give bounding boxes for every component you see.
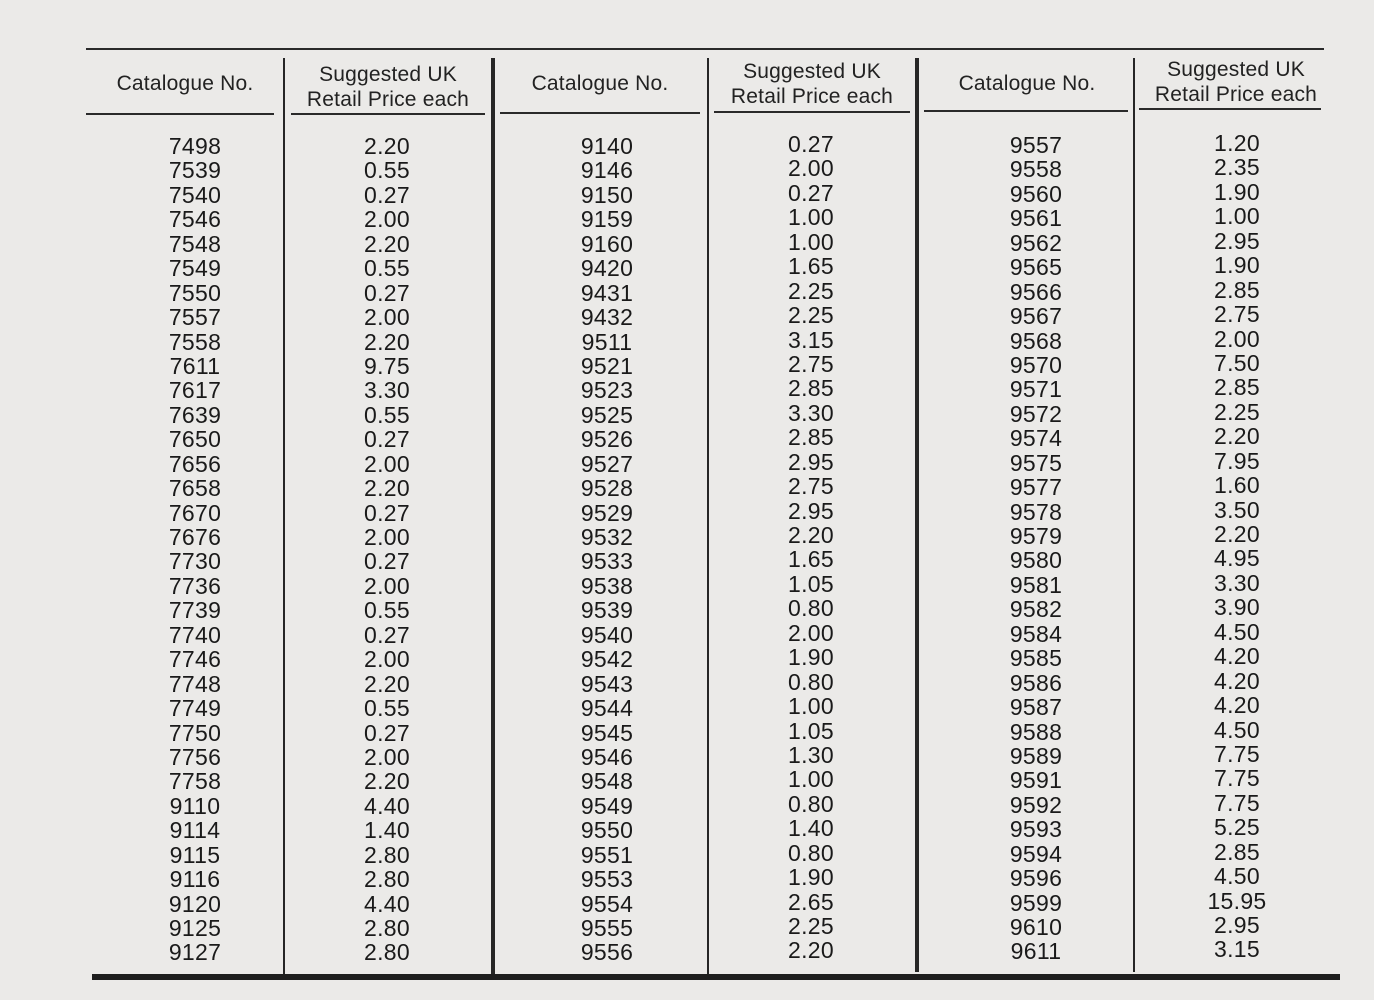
catalogue-number-cell: 9548 (580, 768, 634, 795)
catalogue-number-cell: 7749 (168, 695, 222, 722)
catalogue-number-cell: 9546 (580, 743, 634, 770)
catalogue-number-cell: 9540 (580, 621, 634, 648)
retail-price-cell: 5.25 (1214, 814, 1260, 841)
bottom-rule (92, 974, 1340, 980)
retail-price-cell: 15.95 (1207, 887, 1267, 914)
catalogue-number-cell: 9545 (580, 719, 634, 746)
retail-price-cell: 0.27 (364, 181, 410, 208)
catalogue-number-cell: 9593 (1009, 816, 1063, 843)
catalogue-number-cell: 9574 (1009, 425, 1063, 452)
catalogue-number-cell: 7740 (168, 621, 222, 648)
catalogue-number-cell: 7557 (168, 304, 222, 331)
catalogue-number-cell: 7736 (168, 572, 222, 599)
header-price-line2: Retail Price each (730, 85, 894, 108)
retail-price-cell: 2.20 (364, 328, 410, 355)
header-catalogue-no (90, 54, 280, 112)
retail-price-cell: 2.80 (364, 939, 410, 966)
header-underline (86, 113, 274, 115)
retail-price-cell: 1.30 (788, 741, 834, 768)
catalogue-number-cell: 9120 (168, 890, 222, 917)
retail-price-cell: 2.80 (364, 915, 410, 941)
retail-price-cell: 1.20 (1214, 130, 1260, 156)
catalogue-number-cell: 9532 (580, 524, 634, 550)
retail-price-cell: 2.00 (788, 619, 834, 646)
catalogue-number-cell: 9554 (580, 890, 634, 917)
catalogue-number-cell: 7546 (168, 206, 222, 233)
retail-price-cell: 2.25 (788, 913, 834, 939)
retail-price-cell: 4.20 (1214, 667, 1260, 694)
catalogue-number-cell: 9572 (1009, 400, 1063, 427)
catalogue-number-cell: 9125 (168, 915, 222, 941)
catalogue-number-cell: 9160 (580, 230, 634, 257)
retail-price-cell: 7.50 (1214, 349, 1260, 376)
retail-price-cell: 2.20 (788, 937, 834, 964)
retail-price-cell: 2.25 (788, 277, 834, 304)
retail-price-cell: 2.00 (364, 206, 410, 233)
price-column-3 (1162, 131, 1312, 962)
catalogue-number-cell: 9588 (1009, 718, 1063, 745)
catalogue-number-cell: 7748 (168, 670, 222, 697)
catalogue-number-cell: 9544 (580, 695, 634, 722)
retail-price-cell: 2.75 (1214, 301, 1260, 328)
retail-price-cell: 4.95 (1214, 545, 1260, 572)
catalogue-number-cell: 7498 (168, 133, 222, 159)
retail-price-cell: 1.00 (788, 766, 834, 793)
retail-price-cell: 1.90 (788, 644, 834, 671)
catalogue-number-cell: 7756 (168, 743, 222, 770)
catalogue-number-cell: 9580 (1009, 547, 1063, 574)
retail-price-cell: 2.25 (1214, 398, 1260, 425)
retail-price-cell: 2.25 (788, 302, 834, 329)
retail-price-cell: 1.05 (788, 570, 834, 597)
catalogue-number-cell: 9525 (580, 401, 634, 428)
header-catalogue-label: Catalogue No. (958, 71, 1096, 95)
retail-price-cell: 0.55 (364, 401, 410, 428)
retail-price-cell: 2.80 (364, 841, 410, 868)
header-price-line2: Retail Price each (306, 88, 470, 111)
header-price-line1: Suggested UK (743, 60, 881, 83)
retail-price-cell: 1.05 (788, 717, 834, 744)
catalogue-number-cell: 9589 (1009, 742, 1063, 769)
retail-price-cell: 1.00 (788, 228, 834, 255)
catalogue-number-cell: 7658 (168, 475, 222, 502)
catalogue-number-cell: 7639 (168, 401, 222, 428)
retail-price-cell: 3.15 (1214, 936, 1260, 963)
divider-2 (707, 58, 709, 974)
retail-price-cell: 4.40 (364, 792, 410, 819)
catalogue-column-2 (532, 134, 682, 965)
divider-3 (1133, 58, 1135, 972)
catalogue-number-cell: 9553 (580, 866, 634, 893)
retail-price-cell: 2.35 (1214, 154, 1260, 181)
retail-price-cell: 0.55 (364, 157, 410, 184)
catalogue-number-cell: 9560 (1009, 180, 1063, 207)
catalogue-number-cell: 9150 (580, 181, 634, 208)
retail-price-cell: 2.85 (788, 375, 834, 402)
retail-price-cell: 2.20 (364, 768, 410, 795)
catalogue-number-cell: 9562 (1009, 229, 1063, 256)
retail-price-cell: 2.20 (364, 133, 410, 159)
catalogue-number-cell: 9592 (1009, 791, 1063, 818)
retail-price-cell: 0.80 (788, 790, 834, 817)
retail-price-cell: 0.27 (364, 621, 410, 648)
retail-price-cell: 0.27 (364, 548, 410, 575)
catalogue-number-cell: 9581 (1009, 571, 1063, 598)
header-catalogue-no (497, 54, 703, 112)
catalogue-number-cell: 9568 (1009, 327, 1063, 354)
catalogue-number-cell: 7730 (168, 548, 222, 575)
catalogue-number-cell: 7548 (168, 230, 222, 257)
retail-price-cell: 2.65 (788, 888, 834, 915)
retail-price-cell: 7.95 (1214, 447, 1260, 474)
retail-price-cell: 0.80 (788, 668, 834, 695)
catalogue-number-cell: 9586 (1009, 669, 1063, 696)
catalogue-number-cell: 9557 (1009, 132, 1063, 158)
retail-price-cell: 0.27 (364, 719, 410, 746)
retail-price-cell: 2.00 (364, 743, 410, 770)
catalogue-number-cell: 9551 (580, 841, 634, 868)
header-price-line1: Suggested UK (1167, 58, 1305, 81)
catalogue-number-cell: 9582 (1009, 596, 1063, 623)
retail-price-cell: 1.65 (788, 546, 834, 573)
catalogue-number-cell: 9596 (1009, 865, 1063, 892)
catalogue-number-cell: 9539 (580, 597, 634, 624)
retail-price-cell: 1.90 (1214, 252, 1260, 279)
catalogue-number-cell: 7611 (169, 352, 221, 379)
catalogue-number-cell: 9584 (1009, 620, 1063, 647)
catalogue-number-cell: 9527 (580, 450, 634, 477)
catalogue-number-cell: 9567 (1009, 303, 1063, 330)
catalogue-number-cell: 9594 (1009, 840, 1063, 867)
catalogue-number-cell: 9570 (1009, 351, 1063, 378)
catalogue-number-cell: 9565 (1009, 254, 1063, 281)
catalogue-number-cell: 9575 (1009, 449, 1063, 476)
catalogue-number-cell: 9420 (580, 255, 634, 282)
retail-price-cell: 1.90 (1214, 178, 1260, 205)
retail-price-cell: 2.00 (788, 155, 834, 182)
retail-price-cell: 0.55 (364, 255, 410, 282)
catalogue-number-cell: 9528 (580, 475, 634, 502)
catalogue-number-cell: 9611 (1010, 938, 1062, 965)
retail-price-cell: 2.00 (364, 450, 410, 477)
header-price-line1: Suggested UK (319, 63, 457, 86)
retail-price-cell: 3.30 (788, 399, 834, 426)
catalogue-number-cell: 9538 (580, 572, 634, 599)
catalogue-number-cell: 9116 (169, 866, 221, 893)
retail-price-cell: 0.27 (364, 499, 410, 526)
retail-price-cell: 2.85 (1214, 276, 1260, 303)
catalogue-number-cell: 7746 (168, 646, 222, 673)
retail-price-cell: 2.85 (788, 424, 834, 451)
retail-price-cell: 3.90 (1214, 594, 1260, 621)
retail-price-cell: 1.00 (788, 693, 834, 720)
catalogue-number-cell: 7676 (168, 524, 222, 550)
retail-price-cell: 0.27 (788, 131, 834, 157)
retail-price-cell: 2.00 (364, 572, 410, 599)
header-retail-price (712, 55, 912, 113)
retail-price-cell: 2.80 (364, 866, 410, 893)
catalogue-number-cell: 9556 (580, 939, 634, 966)
retail-price-cell: 2.95 (1214, 227, 1260, 254)
divider-group-1 (491, 58, 495, 978)
retail-price-cell: 2.20 (1214, 521, 1260, 547)
price-column-2 (736, 132, 886, 963)
catalogue-number-cell: 7550 (168, 279, 222, 306)
retail-price-cell: 2.00 (364, 524, 410, 550)
retail-price-cell: 1.40 (364, 817, 410, 844)
catalogue-number-cell: 9610 (1009, 914, 1063, 940)
retail-price-cell: 0.80 (788, 595, 834, 622)
retail-price-cell: 2.85 (1214, 838, 1260, 865)
catalogue-number-cell: 9526 (580, 426, 634, 453)
catalogue-number-cell: 9511 (581, 328, 633, 355)
catalogue-number-cell: 7617 (168, 377, 222, 404)
retail-price-cell: 4.20 (1214, 643, 1260, 670)
retail-price-cell: 4.20 (1214, 692, 1260, 719)
catalogue-number-cell: 9114 (169, 817, 221, 844)
catalogue-number-cell: 9523 (580, 377, 634, 404)
top-rule (86, 48, 1324, 50)
retail-price-cell: 1.00 (788, 204, 834, 231)
catalogue-number-cell: 9521 (580, 352, 634, 379)
catalogue-number-cell: 7558 (168, 328, 222, 355)
catalogue-number-cell: 7539 (168, 157, 222, 184)
retail-price-cell: 2.00 (364, 646, 410, 673)
retail-price-cell: 0.55 (364, 597, 410, 624)
retail-price-cell: 2.20 (364, 230, 410, 257)
header-underline (500, 112, 700, 114)
catalogue-number-cell: 9146 (580, 157, 634, 184)
retail-price-cell: 2.00 (1214, 325, 1260, 352)
catalogue-number-cell: 9549 (580, 792, 634, 819)
header-retail-price (1138, 53, 1334, 111)
catalogue-number-cell: 9159 (580, 206, 634, 233)
catalogue-number-cell: 9558 (1009, 156, 1063, 183)
header-price-line2: Retail Price each (1154, 83, 1318, 106)
catalogue-number-cell: 9533 (580, 548, 634, 575)
catalogue-number-cell: 9140 (580, 133, 634, 159)
retail-price-cell: 4.50 (1214, 618, 1260, 645)
retail-price-cell: 0.27 (364, 279, 410, 306)
retail-price-cell: 1.40 (788, 815, 834, 842)
header-catalogue-no (922, 54, 1132, 112)
retail-price-cell: 2.95 (788, 497, 834, 524)
retail-price-cell: 4.50 (1214, 716, 1260, 743)
catalogue-number-cell: 7549 (168, 255, 222, 282)
catalogue-number-cell: 7750 (168, 719, 222, 746)
retail-price-cell: 3.30 (1214, 569, 1260, 596)
catalogue-number-cell: 7758 (168, 768, 222, 795)
retail-price-cell: 2.85 (1214, 374, 1260, 401)
header-retail-price (288, 58, 488, 116)
divider-1 (283, 58, 285, 974)
retail-price-cell: 7.75 (1214, 789, 1260, 816)
catalogue-number-cell: 9587 (1009, 694, 1063, 721)
catalogue-number-cell: 7670 (168, 499, 222, 526)
retail-price-cell: 2.95 (1214, 912, 1260, 938)
catalogue-number-cell: 7656 (168, 450, 222, 477)
retail-price-cell: 7.75 (1214, 740, 1260, 767)
catalogue-number-cell: 9599 (1009, 889, 1063, 916)
retail-price-cell: 1.00 (1214, 203, 1260, 230)
retail-price-cell: 2.95 (788, 448, 834, 475)
catalogue-number-cell: 9566 (1009, 278, 1063, 305)
catalogue-number-cell: 9578 (1009, 498, 1063, 525)
catalogue-number-cell: 9579 (1009, 523, 1063, 549)
catalogue-number-cell: 9432 (580, 304, 634, 331)
catalogue-number-cell: 9571 (1009, 376, 1063, 403)
retail-price-cell: 3.50 (1214, 496, 1260, 523)
retail-price-cell: 3.30 (364, 377, 410, 404)
retail-price-cell: 3.15 (788, 326, 834, 353)
retail-price-cell: 2.75 (788, 350, 834, 377)
retail-price-cell: 1.60 (1214, 472, 1260, 499)
catalogue-number-cell: 7739 (168, 597, 222, 624)
retail-price-cell: 2.20 (1214, 423, 1260, 450)
retail-price-cell: 0.80 (788, 839, 834, 866)
retail-price-cell: 2.75 (788, 473, 834, 500)
catalogue-number-cell: 9585 (1009, 645, 1063, 672)
retail-price-cell: 0.27 (788, 179, 834, 206)
catalogue-number-cell: 9591 (1009, 767, 1063, 794)
catalogue-column-1 (120, 134, 270, 965)
catalogue-number-cell: 9550 (580, 817, 634, 844)
catalogue-number-cell: 9115 (169, 841, 221, 868)
catalogue-number-cell: 9431 (580, 279, 634, 306)
retail-price-cell: 2.20 (788, 522, 834, 548)
retail-price-cell: 0.27 (364, 426, 410, 453)
retail-price-cell: 4.50 (1214, 863, 1260, 890)
retail-price-cell: 7.75 (1214, 765, 1260, 792)
catalogue-number-cell: 7650 (168, 426, 222, 453)
retail-price-cell: 2.00 (364, 304, 410, 331)
retail-price-cell: 4.40 (364, 890, 410, 917)
header-catalogue-label: Catalogue No. (531, 71, 669, 95)
divider-group-2 (915, 58, 919, 972)
header-catalogue-label: Catalogue No. (116, 71, 254, 95)
catalogue-number-cell: 9127 (168, 939, 222, 966)
catalogue-number-cell: 7540 (168, 181, 222, 208)
catalogue-column-3 (961, 133, 1111, 964)
catalogue-number-cell: 9577 (1009, 474, 1063, 501)
retail-price-cell: 1.65 (788, 253, 834, 280)
retail-price-cell: 9.75 (364, 352, 410, 379)
catalogue-number-cell: 9110 (169, 792, 221, 819)
retail-price-cell: 2.20 (364, 475, 410, 502)
catalogue-number-cell: 9543 (580, 670, 634, 697)
retail-price-cell: 2.20 (364, 670, 410, 697)
price-column-1 (312, 134, 462, 965)
retail-price-cell: 1.90 (788, 864, 834, 891)
catalogue-number-cell: 9561 (1009, 205, 1063, 232)
catalogue-number-cell: 9555 (580, 915, 634, 941)
catalogue-number-cell: 9529 (580, 499, 634, 526)
retail-price-cell: 0.55 (364, 695, 410, 722)
catalogue-number-cell: 9542 (580, 646, 634, 673)
